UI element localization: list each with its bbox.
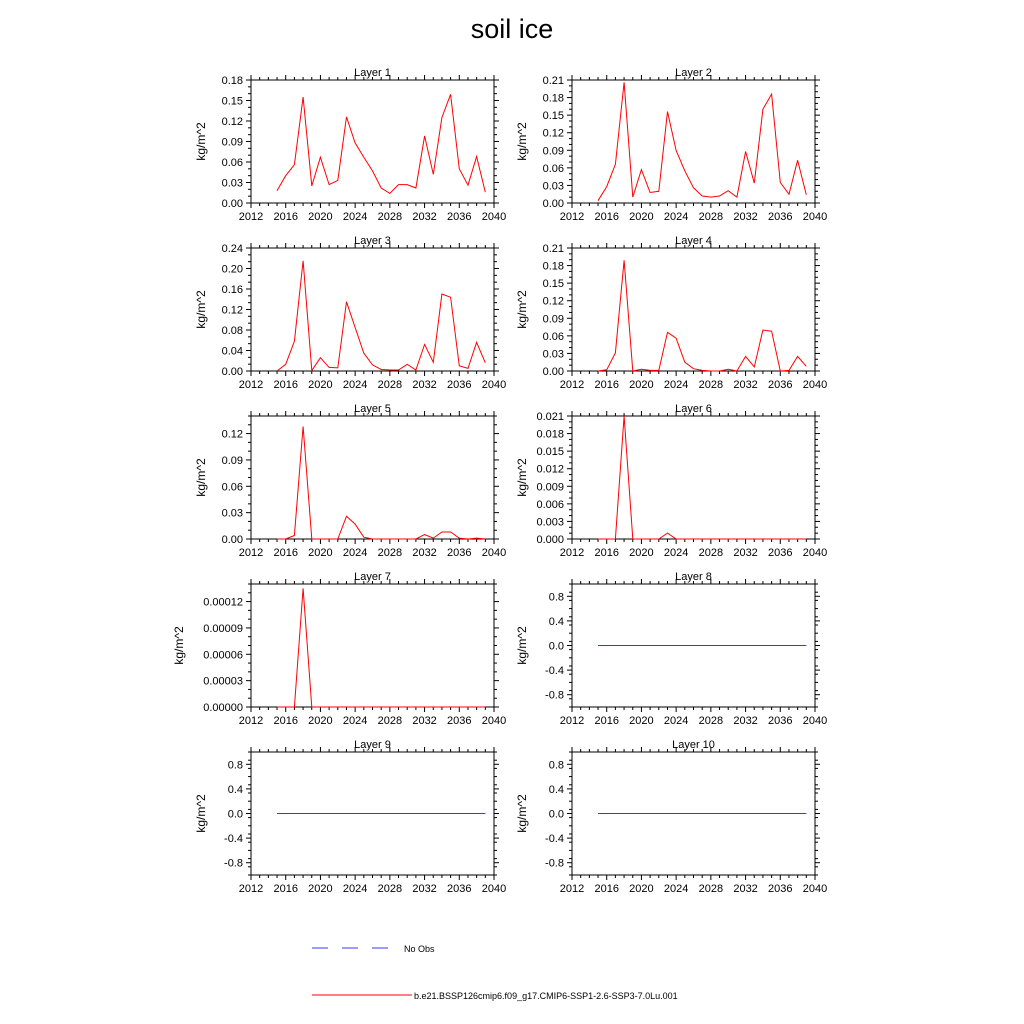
y-tick-label: 0.09 <box>542 145 564 158</box>
x-tick-label: 2040 <box>802 211 828 223</box>
y-tick-label: 0.21 <box>542 75 564 87</box>
x-tick-label: 2040 <box>481 715 507 727</box>
x-tick-label: 2040 <box>802 379 828 391</box>
x-tick-label: 2012 <box>238 883 264 895</box>
y-tick-label: 0.00 <box>221 534 243 546</box>
y-tick-label: 0.00 <box>221 198 243 210</box>
x-tick-label: 2020 <box>308 211 333 223</box>
plot-frame <box>572 80 815 203</box>
y-tick-label: 0.20 <box>221 263 243 276</box>
y-tick-label: 0.03 <box>221 507 243 520</box>
x-tick-label: 2020 <box>629 379 654 391</box>
y-tick-label: 0.8 <box>227 759 243 772</box>
x-tick-label: 2028 <box>698 211 724 223</box>
y-axis-label: kg/m^2 <box>194 122 208 161</box>
legend-label-model: b.e21.BSSP126cmip6.f09_g17.CMIP6-SSP1-2.6-SSP3-7.0Lu.001 <box>414 991 678 1001</box>
x-tick-label: 2012 <box>238 379 264 391</box>
x-tick-label: 2024 <box>342 211 368 223</box>
y-tick-label: 0.03 <box>542 180 564 193</box>
y-tick-label: 0.021 <box>536 411 564 423</box>
series-line <box>277 588 485 707</box>
y-tick-label: 0.012 <box>536 463 564 476</box>
x-tick-label: 2024 <box>663 211 689 223</box>
figure-title: soil ice <box>470 14 554 44</box>
y-tick-label: 0.00 <box>221 366 243 378</box>
y-tick-label: 0.24 <box>221 243 243 255</box>
y-tick-label: -0.8 <box>545 689 564 702</box>
y-tick-label: 0.03 <box>542 348 564 361</box>
y-tick-label: 0.00012 <box>203 596 243 609</box>
y-tick-label: 0.006 <box>536 498 564 511</box>
x-tick-label: 2032 <box>733 883 758 895</box>
y-tick-label: 0.12 <box>542 295 564 308</box>
x-tick-label: 2040 <box>481 883 507 895</box>
panel-layer-6 <box>515 403 827 559</box>
x-tick-label: 2016 <box>594 715 619 727</box>
y-axis-label: kg/m^2 <box>515 794 529 833</box>
legend <box>312 944 678 1001</box>
series-line <box>598 82 806 200</box>
y-axis-label: kg/m^2 <box>515 122 529 161</box>
y-tick-label: -0.4 <box>545 665 564 678</box>
x-tick-label: 2028 <box>377 883 403 895</box>
panel-layer-2 <box>515 67 827 223</box>
x-tick-label: 2028 <box>698 883 724 895</box>
y-tick-label: 0.00006 <box>203 649 243 662</box>
x-tick-label: 2012 <box>238 547 264 559</box>
y-tick-label: 0.18 <box>542 92 564 105</box>
x-tick-label: 2028 <box>698 547 724 559</box>
y-tick-label: 0.09 <box>542 313 564 326</box>
y-tick-label: -0.4 <box>545 833 564 846</box>
x-tick-label: 2040 <box>481 379 507 391</box>
y-tick-label: 0.8 <box>548 759 564 772</box>
x-tick-label: 2028 <box>377 211 403 223</box>
x-tick-label: 2016 <box>273 715 298 727</box>
x-tick-label: 2032 <box>733 379 758 391</box>
y-tick-label: 0.0 <box>548 808 564 821</box>
plot-frame <box>251 416 494 539</box>
x-tick-label: 2016 <box>273 547 298 559</box>
x-tick-label: 2016 <box>594 547 619 559</box>
y-axis-label: kg/m^2 <box>515 290 529 329</box>
legend-label-no-obs: No Obs <box>404 944 435 954</box>
panel-title: Layer 8 <box>675 571 712 583</box>
y-tick-label: 0.00009 <box>203 622 243 635</box>
panel-title: Layer 4 <box>675 235 712 247</box>
x-tick-label: 2040 <box>481 547 507 559</box>
series-line <box>277 261 485 371</box>
y-tick-label: 0.0 <box>548 640 564 653</box>
series-line <box>598 416 806 539</box>
panel-layer-4 <box>515 235 827 391</box>
y-tick-label: 0.00 <box>542 198 564 210</box>
series-line <box>598 260 806 371</box>
x-tick-label: 2036 <box>447 211 472 223</box>
x-tick-label: 2040 <box>802 547 828 559</box>
x-tick-label: 2020 <box>629 715 654 727</box>
x-tick-label: 2012 <box>238 211 264 223</box>
x-tick-label: 2040 <box>802 715 828 727</box>
y-tick-label: 0.09 <box>221 136 243 149</box>
x-tick-label: 2020 <box>629 211 654 223</box>
y-tick-label: 0.15 <box>221 95 243 108</box>
x-tick-label: 2016 <box>594 379 619 391</box>
x-tick-label: 2036 <box>447 379 472 391</box>
y-tick-label: 0.18 <box>542 260 564 273</box>
x-tick-label: 2036 <box>768 547 793 559</box>
y-tick-label: 0.00003 <box>203 675 243 688</box>
x-tick-label: 2032 <box>733 715 758 727</box>
y-axis-label: kg/m^2 <box>194 290 208 329</box>
x-tick-label: 2020 <box>308 715 333 727</box>
panel-title: Layer 7 <box>354 571 391 583</box>
x-tick-label: 2024 <box>663 547 689 559</box>
x-tick-label: 2028 <box>377 379 403 391</box>
y-axis-label: kg/m^2 <box>194 794 208 833</box>
y-tick-label: 0.06 <box>542 162 564 175</box>
y-axis-label: kg/m^2 <box>515 458 529 497</box>
x-tick-label: 2036 <box>447 715 472 727</box>
y-tick-label: -0.8 <box>224 857 243 870</box>
y-tick-label: 0.09 <box>221 454 243 467</box>
y-tick-label: 0.00 <box>542 366 564 378</box>
x-tick-label: 2032 <box>412 379 437 391</box>
y-tick-label: 0.12 <box>221 116 243 128</box>
y-tick-label: 0.018 <box>536 428 564 441</box>
panel-layer-5 <box>194 403 506 559</box>
x-tick-label: 2036 <box>768 211 793 223</box>
x-tick-label: 2032 <box>733 211 758 223</box>
y-tick-label: -0.8 <box>545 857 564 870</box>
x-tick-label: 2024 <box>663 715 689 727</box>
panel-layer-1 <box>194 67 506 223</box>
x-tick-label: 2020 <box>629 547 654 559</box>
x-tick-label: 2012 <box>559 211 585 223</box>
x-tick-label: 2020 <box>308 547 333 559</box>
x-tick-label: 2036 <box>768 379 793 391</box>
x-tick-label: 2040 <box>481 211 507 223</box>
x-tick-label: 2036 <box>768 883 793 895</box>
panel-layer-10 <box>515 739 827 895</box>
y-tick-label: 0.15 <box>542 110 564 123</box>
panel-layer-8 <box>515 571 827 727</box>
panel-title: Layer 3 <box>354 235 391 247</box>
x-tick-label: 2024 <box>342 547 368 559</box>
y-tick-label: 0.15 <box>542 278 564 291</box>
y-axis-label: kg/m^2 <box>515 626 529 665</box>
series-line <box>277 427 485 540</box>
y-tick-label: 0.015 <box>536 446 564 459</box>
x-tick-label: 2020 <box>629 883 654 895</box>
plot-frame <box>572 248 815 371</box>
y-tick-label: 0.00000 <box>203 702 243 714</box>
y-tick-label: 0.0 <box>227 808 243 821</box>
y-tick-label: 0.06 <box>221 481 243 494</box>
x-tick-label: 2016 <box>594 883 619 895</box>
x-tick-label: 2028 <box>698 715 724 727</box>
y-tick-label: 0.000 <box>536 534 564 546</box>
y-tick-label: 0.4 <box>548 783 564 796</box>
x-tick-label: 2032 <box>412 547 437 559</box>
y-tick-label: 0.03 <box>221 177 243 190</box>
x-tick-label: 2016 <box>273 211 298 223</box>
x-tick-label: 2024 <box>342 883 368 895</box>
y-tick-label: 0.009 <box>536 481 564 494</box>
x-tick-label: 2012 <box>559 715 585 727</box>
y-tick-label: 0.06 <box>221 157 243 169</box>
y-tick-label: 0.18 <box>221 75 243 87</box>
x-tick-label: 2012 <box>559 883 585 895</box>
y-tick-label: 0.06 <box>542 330 564 343</box>
panel-title: Layer 2 <box>675 67 712 79</box>
x-tick-label: 2032 <box>412 883 437 895</box>
y-tick-label: 0.08 <box>221 325 243 337</box>
x-tick-label: 2028 <box>377 547 403 559</box>
panel-title: Layer 9 <box>354 739 391 751</box>
y-tick-label: 0.12 <box>221 428 243 441</box>
y-tick-label: 0.04 <box>221 345 243 358</box>
y-tick-label: 0.003 <box>536 516 564 529</box>
x-tick-label: 2028 <box>377 715 403 727</box>
x-tick-label: 2012 <box>559 547 585 559</box>
y-axis-label: kg/m^2 <box>172 626 186 665</box>
plot-frame <box>572 416 815 539</box>
panel-layer-3 <box>194 235 506 391</box>
panel-title: Layer 6 <box>675 403 712 415</box>
plot-frame <box>251 80 494 203</box>
x-tick-label: 2016 <box>273 883 298 895</box>
y-tick-label: 0.12 <box>221 304 243 317</box>
panel-title: Layer 5 <box>354 403 391 415</box>
x-tick-label: 2032 <box>412 211 437 223</box>
x-tick-label: 2020 <box>308 883 333 895</box>
panel-title: Layer 1 <box>354 67 391 79</box>
x-tick-label: 2020 <box>308 379 333 391</box>
x-tick-label: 2024 <box>663 883 689 895</box>
x-tick-label: 2012 <box>238 715 264 727</box>
panel-layer-7 <box>172 571 506 727</box>
y-tick-label: -0.4 <box>224 833 243 846</box>
y-tick-label: 0.4 <box>548 615 564 628</box>
y-tick-label: 0.21 <box>542 243 564 255</box>
y-tick-label: 0.8 <box>548 591 564 604</box>
panel-layer-9 <box>194 739 506 895</box>
plot-frame <box>251 584 494 707</box>
x-tick-label: 2036 <box>447 883 472 895</box>
x-tick-label: 2012 <box>559 379 585 391</box>
x-tick-label: 2016 <box>594 211 619 223</box>
x-tick-label: 2024 <box>342 379 368 391</box>
panel-title: Layer 10 <box>672 739 715 751</box>
series-line <box>277 94 485 193</box>
x-tick-label: 2032 <box>412 715 437 727</box>
x-tick-label: 2040 <box>802 883 828 895</box>
y-tick-label: 0.16 <box>221 284 243 296</box>
x-tick-label: 2016 <box>273 379 298 391</box>
y-axis-label: kg/m^2 <box>194 458 208 497</box>
y-tick-label: 0.4 <box>227 783 243 796</box>
x-tick-label: 2032 <box>733 547 758 559</box>
x-tick-label: 2036 <box>768 715 793 727</box>
x-tick-label: 2024 <box>342 715 368 727</box>
y-tick-label: 0.12 <box>542 127 564 140</box>
x-tick-label: 2024 <box>663 379 689 391</box>
x-tick-label: 2028 <box>698 379 724 391</box>
x-tick-label: 2036 <box>447 547 472 559</box>
